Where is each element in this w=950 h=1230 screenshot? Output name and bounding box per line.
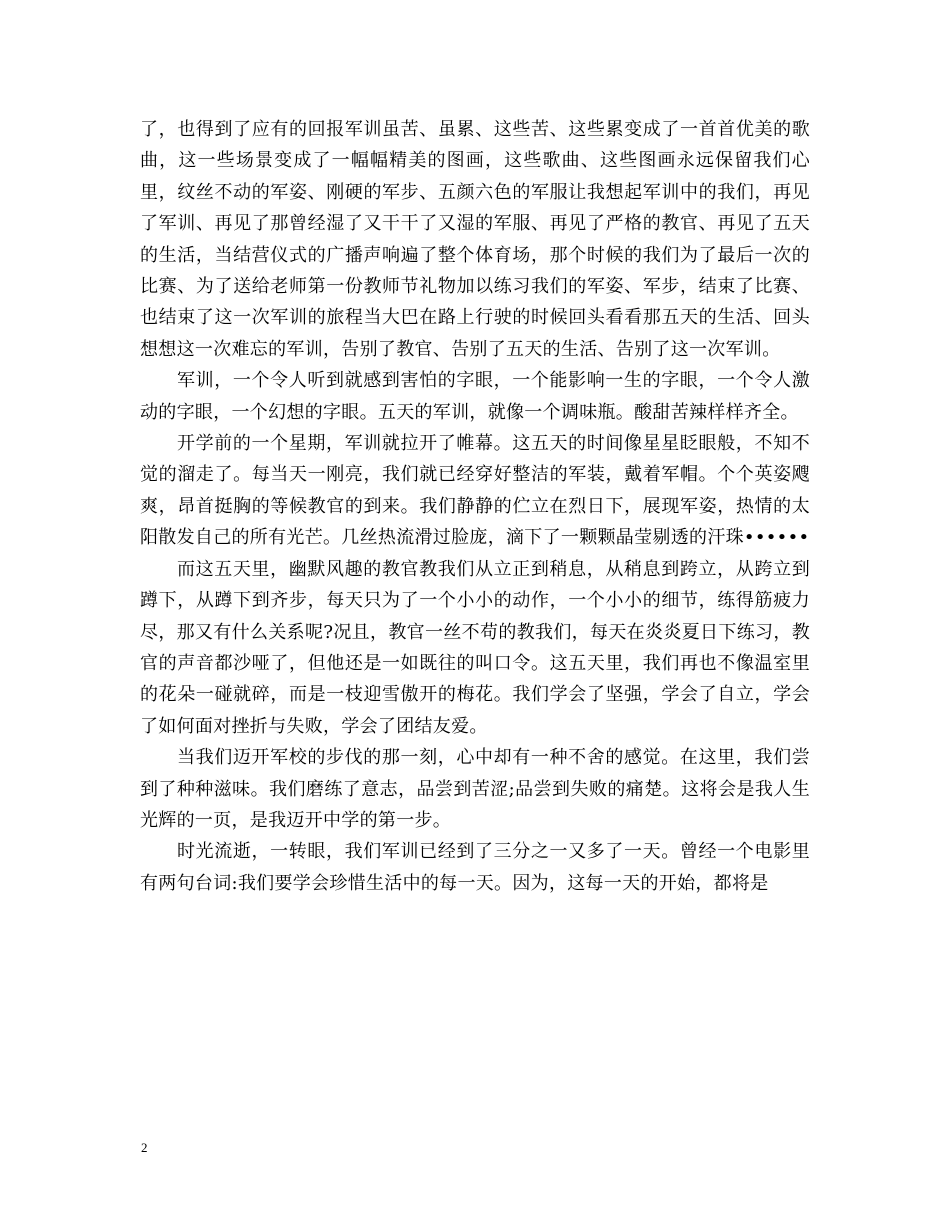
document-body [140, 114, 810, 899]
page-number: 2 [141, 1140, 148, 1155]
paragraph: 当我们迈开军校的步伐的那一刻，心中却有一种不舍的感觉。在这里，我们尝到了种种滋味。我们磨练了意志，品尝到苦涩;品尝到失败的痛楚。这将会是我人生光辉的一页，是我迈开中学的第一步。 [140, 747, 810, 831]
paragraph: 了，也得到了应有的回报军训虽苦、虽累、这些苦、这些累变成了一首首优美的歌曲，这一些场景变成了一幅幅精美的图画，这些歌曲、这些图画永远保留我们心里，纹丝不动的军姿、刚硬的军步、五颜六色的军服让我想起军训中的我们，再见了军训、再见了那曾经湿了又干干了又湿的军服、再见了严格的教官、再见了五天的生活，当结营仪式的广播声响遍了整个体育场，那个时候的我们为了最后一次的比赛、为了送给老师第一份教师节礼物加以练习我们的军姿、军步，结束了比赛、也结束了这一次军训的旅程当大巴在路上行驶的时候回头看看那五天的生活、回头想想这一次难忘的军训，告别了教官、告别了五天的生活、告别了这一次军训。 [140, 119, 810, 360]
paragraph: 而这五天里，幽默风趣的教官教我们从立正到稍息，从稍息到跨立，从跨立到蹲下，从蹲下到齐步，每天只为了一个小小的动作，一个小小的细节，练得筋疲力尽，那又有什么关系呢?况且，教官一丝不苟的教我们，每天在炎炎夏日下练习，教官的声音都沙哑了，但他还是一如既往的叫口令。这五天里，我们再也不像温室里的花朵一碰就碎，而是一枝迎雪傲开的梅花。我们学会了坚强，学会了自立，学会了如何面对挫折与失败，学会了团结友爱。 [140, 558, 810, 737]
paragraph: 军训，一个令人听到就感到害怕的字眼，一个能影响一生的字眼，一个令人激动的字眼，一个幻想的字眼。五天的军训，就像一个调味瓶。酸甜苦辣样样齐全。 [140, 370, 810, 423]
paragraph: 时光流逝，一转眼，我们军训已经到了三分之一又多了一天。曾经一个电影里有两句台词:我们要学会珍惜生活中的每一天。因为，这每一天的开始，都将是 [140, 841, 810, 894]
paragraph: 开学前的一个星期，军训就拉开了帷幕。这五天的时间像星星眨眼般，不知不觉的溜走了。每当天一刚亮，我们就已经穿好整洁的军装，戴着军帽。个个英姿飕爽，昂首挺胸的等候教官的到来。我们静静的伫立在烈日下，展现军姿，热情的太阳散发自己的所有光芒。几丝热流滑过脸庞，滴下了一颗颗晶莹剔透的汗珠•••••• [140, 433, 810, 549]
